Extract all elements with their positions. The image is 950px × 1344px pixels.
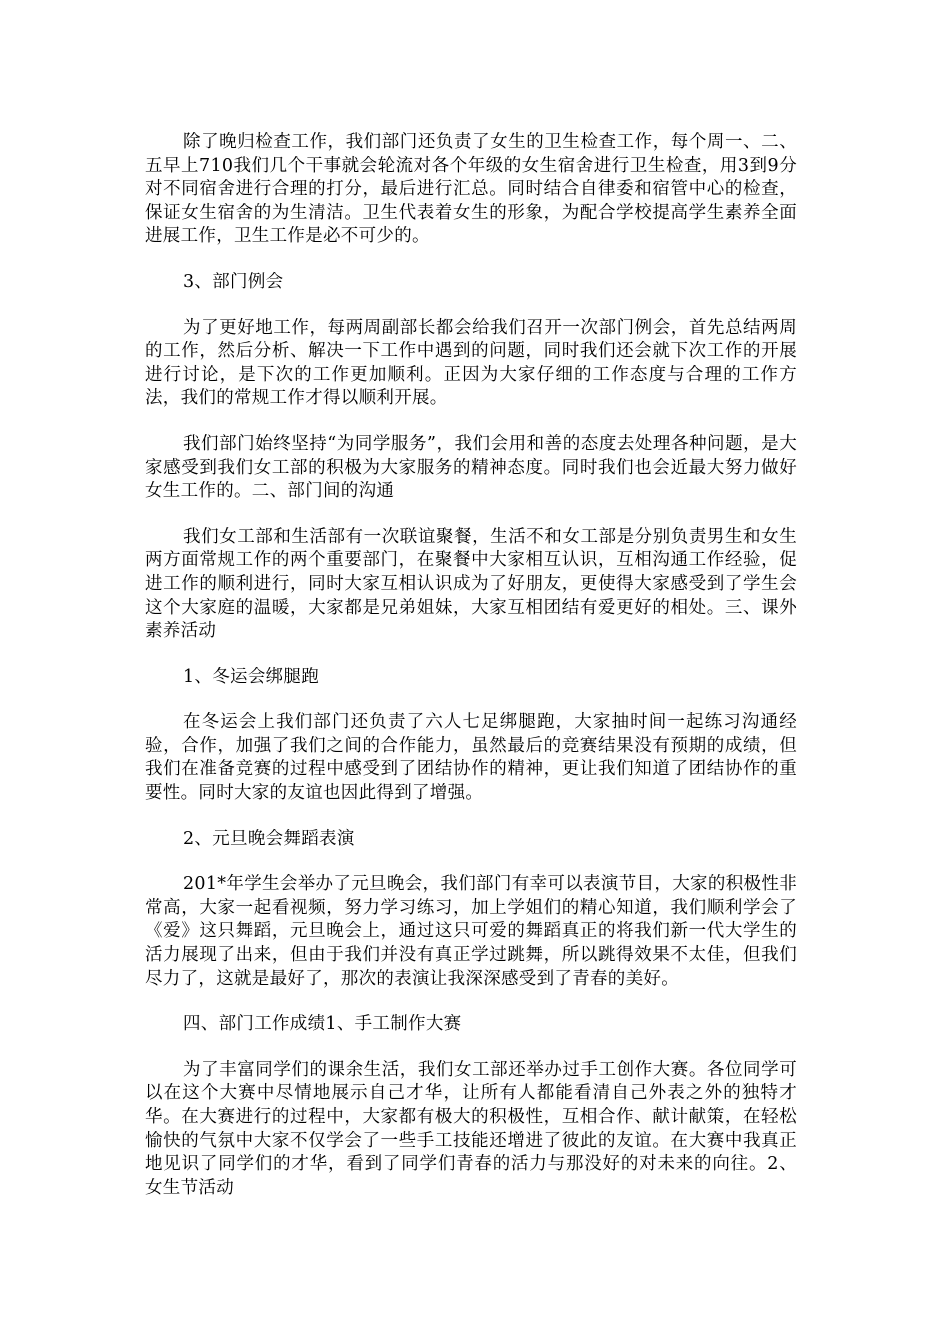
heading-achievements-handcraft: 四、部门工作成绩1、手工制作大赛 — [183, 1014, 462, 1035]
paragraph-serve-students: 我们部门始终坚持“为同学服务”，我们会用和善的态度去处理各种问题，是大家感受到我们女工部的积极为大家服务的精神态度。同时我们也会近最大努力做好女生工作的。二、部门间的沟通 — [145, 433, 797, 502]
paragraph-department-meeting: 为了更好地工作，每两周副部长都会给我们召开一次部门例会，首先总结两周的工作，然后分析、解决一下工作中遇到的问题，同时我们还会就下次工作的开展进行讨论，是下次的工作更加顺利。正因为大家仔细的工作态度与合理的工作方法，我们的常规工作才得以顺利开展。 — [145, 317, 797, 409]
paragraph-new-year-dance: 201*年学生会举办了元旦晚会，我们部门有幸可以表演节目，大家的积极性非常高，大家一起看视频，努力学习练习，加上学姐们的精心知道，我们顺利学会了《爱》这只舞蹈，元旦晚会上，通过这只可爱的舞蹈真正的将我们新一代大学生的活力展现了出来，但由于我们并没有真正学过跳舞，所以跳得效果不太佳，但我们尽力了，这就是最好了，那次的表演让我深深感受到了青春的美好。 — [145, 874, 797, 989]
paragraph-handcraft-contest: 为了丰富同学们的课余生活，我们女工部还举办过手工创作大赛。各位同学可以在这个大赛中尽情地展示自己才华，让所有人都能看清自己外表之外的独特才华。在大赛进行的过程中，大家都有极大的积极性，互相合作、献计献策，在轻松愉快的气氛中大家不仅学会了一些手工技能还增进了彼此的友谊。在大赛中我真正地见识了同学们的才华，看到了同学们青春的活力与那没好的对未来的向往。2、女生节活动 — [145, 1059, 797, 1198]
document-page — [145, 131, 797, 1222]
heading-new-year-dance: 2、元旦晚会舞蹈表演 — [183, 828, 355, 849]
paragraph-inter-department-communication: 我们女工部和生活部有一次联谊聚餐，生活不和女工部是分别负责男生和女生两方面常规工作的两个重要部门，在聚餐中大家相互认识，互相沟通工作经验，促进工作的顺利进行，同时大家互相认识成为了好朋友，更使得大家感受到了学生会这个大家庭的温暖，大家都是兄弟姐妹，大家互相团结有爱更好的相处。三、课外素养活动 — [145, 526, 797, 642]
heading-department-meeting: 3、部门例会 — [183, 271, 284, 292]
heading-winter-games: 1、冬运会绑腿跑 — [183, 666, 320, 687]
paragraph-hygiene-inspection: 除了晚归检查工作，我们部门还负责了女生的卫生检查工作，每个周一、二、五早上710我们几个干事就会轮流对各个年级的女生宿舍进行卫生检查，用3到9分对不同宿舍进行合理的打分，最后进行汇总。同时结合自律委和宿管中心的检查，保证女生宿舍的为生清洁。卫生代表着女生的形象，为配合学校提高学生素养全面进展工作，卫生工作是必不可少的。 — [145, 132, 797, 247]
paragraph-winter-games: 在冬运会上我们部门还负责了六人七足绑腿跑，大家抽时间一起练习沟通经验，合作，加强了我们之间的合作能力，虽然最后的竞赛结果没有预期的成绩，但我们在准备竞赛的过程中感受到了团结协作的精神，更让我们知道了团结协作的重要性。同时大家的友谊也因此得到了增强。 — [145, 712, 797, 804]
